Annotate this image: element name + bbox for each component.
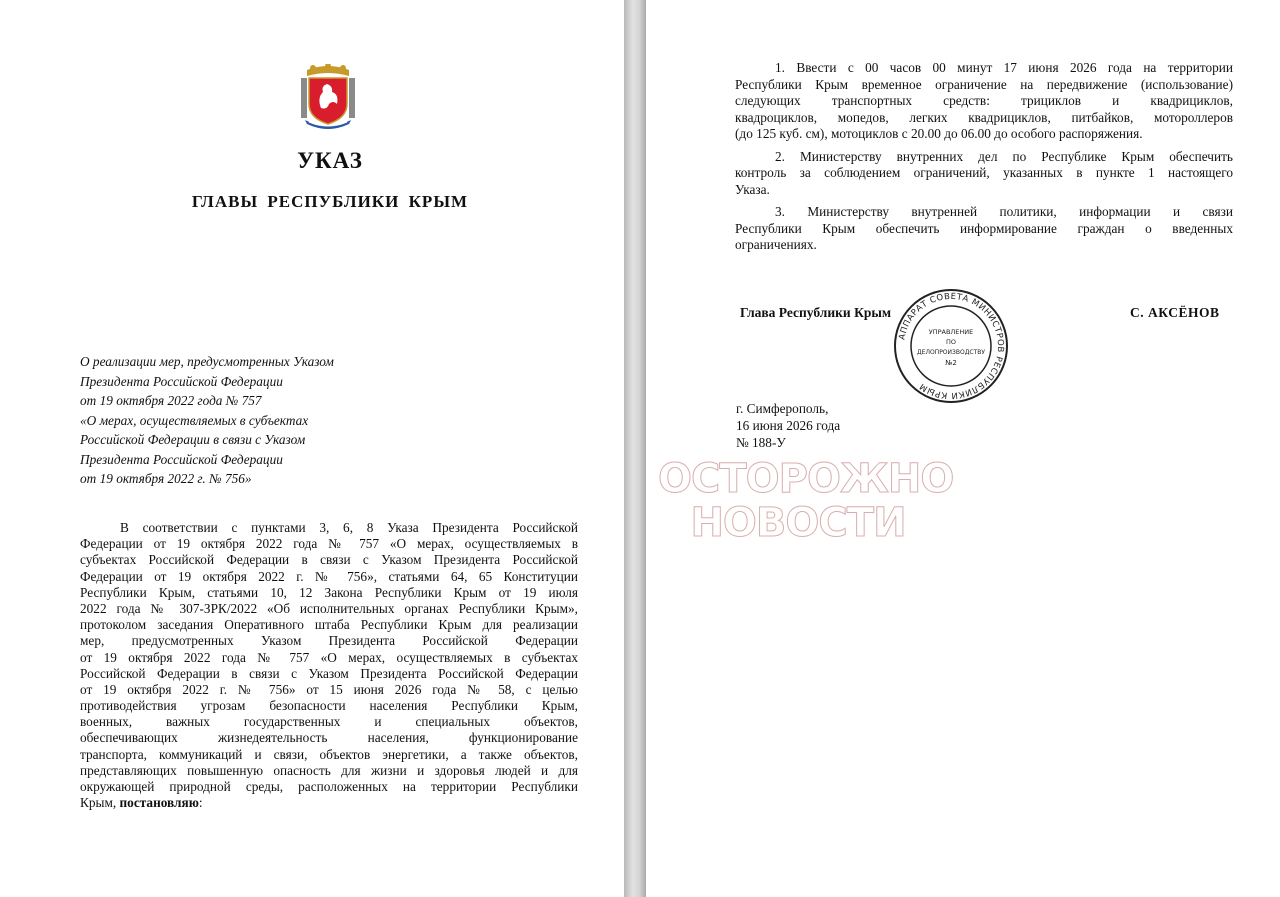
- preamble-line: 2022 года № 307-ЗРК/2022 «Об исполнительных органах Республики Крым»,: [80, 600, 578, 616]
- subject-line: «О мерах, осуществляемых в субъектах: [80, 412, 309, 428]
- item-1-line: следующих транспортных средств: трициклов и квадрициклов,: [735, 93, 1233, 108]
- preamble-line: окружающей природной среды, расположенных на территории Республики: [80, 779, 578, 794]
- document-subtitle: ГЛАВЫ РЕСПУБЛИКИ КРЫМ: [191, 192, 469, 211]
- preamble-line: протоколом заседания Оперативного штаба Республики Крым для реализации: [80, 617, 578, 633]
- item-3-line: ограничениях.: [735, 237, 817, 252]
- document-title: УКАЗ: [297, 148, 363, 173]
- subject-line: от 19 октября 2022 года № 757: [80, 393, 262, 408]
- preamble-line: Российской Федерации в связи с Указом Президента Российской Федерации: [80, 665, 578, 681]
- item-1-line: 1. Ввести с 00 часов 00 минут 17 июня 2026 года на территории: [775, 60, 1233, 75]
- document-subject: [80, 352, 400, 489]
- preamble-line: мер, предусмотренных Указом Президента Российской Федерации: [80, 633, 578, 649]
- document-preamble: [80, 520, 578, 811]
- preamble-line: военных, важных государственных и специальных объектов,: [80, 714, 578, 730]
- watermark-line: НОВОСТИ: [690, 500, 906, 546]
- preamble-final-prefix: Крым,: [80, 795, 120, 811]
- preamble-line: от 19 октября 2022 года № 757 «О мерах, осуществляемых в субъектах: [80, 649, 578, 665]
- official-seal-stamp: [889, 288, 1013, 404]
- preamble-line: Федерации от 19 октября 2022 года № 757 «О мерах, осуществляемых в: [80, 536, 578, 552]
- subject-line: Президента Российской Федерации: [80, 373, 283, 389]
- crimea-coat-of-arms-icon: [299, 64, 357, 130]
- watermark: [658, 456, 954, 548]
- preamble-line: Республики Крым, статьями 10, 12 Закона Республики Крым от 19 июля: [80, 584, 578, 600]
- seal-center-line: УПРАВЛЕНИЕ: [928, 328, 974, 336]
- preamble-line: В соответствии с пунктами 3, 6, 8 Указа Президента Российской: [120, 520, 578, 535]
- item-2-line: Указа.: [735, 181, 770, 197]
- preamble-final-suffix: :: [198, 795, 203, 811]
- place: г. Симферополь,: [736, 401, 829, 416]
- item-1-line: Республики Крым временное ограничение на передвижение (использование): [735, 76, 1233, 92]
- decree-items: [735, 60, 1233, 254]
- watermark-line: ОСТОРОЖНО: [658, 456, 954, 502]
- subject-line: Президента Российской Федерации: [80, 451, 283, 467]
- date: 16 июня 2026 года: [736, 418, 841, 433]
- preamble-line: транспорта, коммуникаций и связи, объектов энергетики, а также объектов,: [80, 746, 578, 762]
- seal-ring-text: АППАРАТ СОВЕТА МИНИСТРОВ РЕСПУБЛИКИ КРЫМ: [897, 291, 1006, 401]
- subject-line: О реализации мер, предусмотренных Указом: [80, 354, 334, 369]
- item-1-line: (до 125 куб. см), мотоциклов с 20.00 до 06.00 до особого распоряжения.: [735, 126, 1143, 141]
- seal-center-line: ДЕЛОПРОИЗВОДСТВУ: [916, 349, 986, 356]
- page-gutter: [624, 0, 646, 897]
- subject-line: от 19 октября 2022 г. № 756»: [80, 471, 252, 486]
- preamble-line: Федерации от 19 октября 2022 г. № 756», статьями 64, 65 Конституции: [80, 568, 578, 584]
- signatory-title: Глава Республики Крым: [740, 305, 892, 320]
- preamble-line: от 19 октября 2022 г. № 756» от 15 июня 2026 года № 58, с целью: [80, 681, 578, 697]
- subject-line: Российской Федерации в связи с Указом: [80, 432, 306, 447]
- preamble-final-line: [80, 795, 578, 811]
- seal-center-line: ПО: [945, 338, 957, 346]
- preamble-line: субъектах Российской Федерации в связи с Указом Президента Российской: [80, 552, 578, 568]
- item-1-line: квадроциклов, мопедов, легких квадрициклов, питбайков, мотороллеров: [735, 109, 1233, 125]
- document-place-date: [736, 400, 840, 451]
- left-page: [0, 0, 624, 897]
- item-3-line: Республики Крым обеспечить информирование граждан о введенных: [735, 220, 1233, 236]
- item-3-line: 3. Министерству внутренней политики, информации и связи: [775, 204, 1233, 219]
- preamble-line: противодействия угрозам безопасности населения Республики Крым,: [80, 698, 578, 714]
- preamble-line: обеспечивающих жизнедеятельность населения, функционирование: [80, 730, 578, 746]
- signatory-name: С. АКСЁНОВ: [1130, 305, 1220, 320]
- resolution-word: постановляю: [119, 795, 199, 811]
- document-number: № 188-У: [736, 435, 786, 450]
- seal-center-line: №2: [945, 359, 957, 367]
- item-2-line: контроль за соблюдением ограничений, указанных в пункте 1 настоящего: [735, 165, 1233, 180]
- item-2-line: 2. Министерству внутренних дел по Республике Крым обеспечить: [775, 148, 1233, 164]
- preamble-line: представляющих повышенную опасность для жизни и здоровья людей и для: [80, 762, 578, 778]
